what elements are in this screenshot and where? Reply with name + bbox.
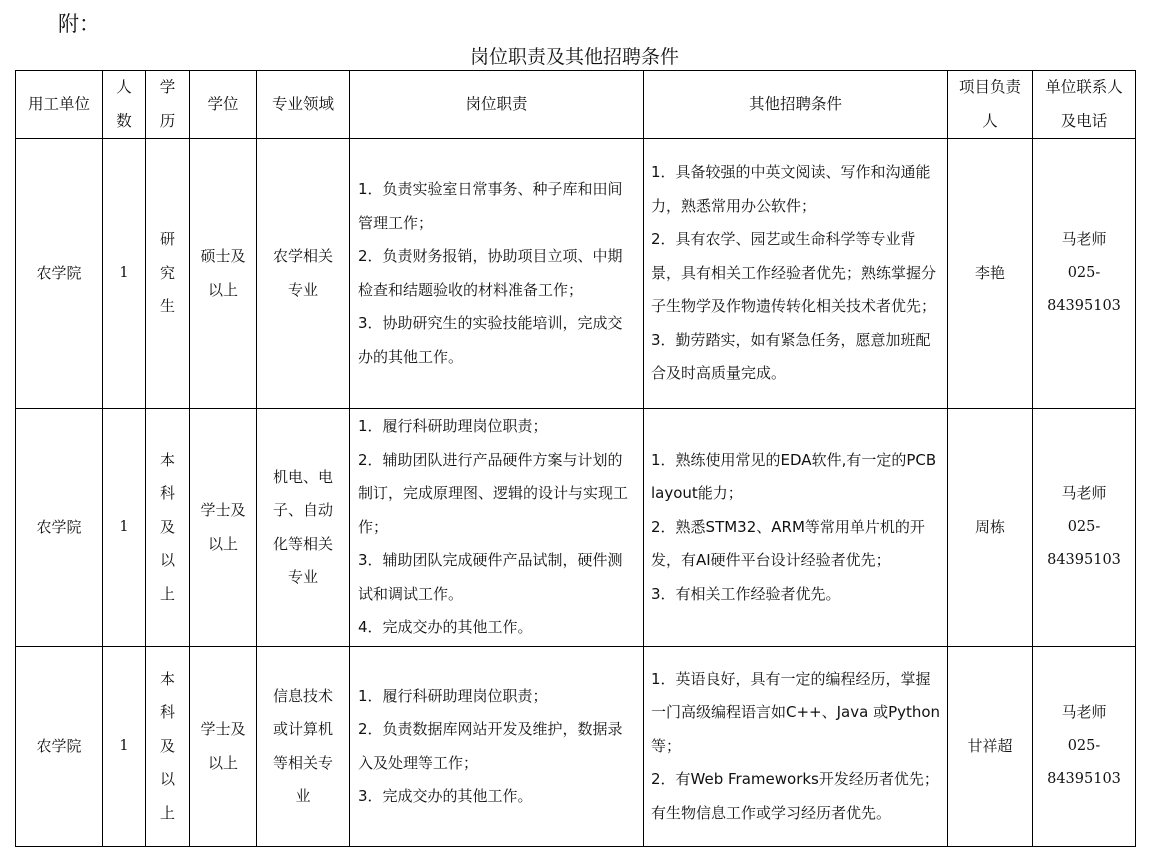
cell-field: 机电、电子、自动化等相关专业 <box>257 409 350 647</box>
cell-unit: 农学院 <box>16 139 103 409</box>
header-count: 人数 <box>103 71 146 139</box>
contact-area-code: 025- <box>1067 518 1101 535</box>
duty-item: 2．负责财务报销，协助项目立项、中期检查和结题验收的材料准备工作； <box>358 247 623 299</box>
header-degree: 学位 <box>190 71 257 139</box>
requirement-item: 3．勤劳踏实，如有紧急任务，愿意加班配合及时高质量完成。 <box>651 330 931 383</box>
document-title: 岗位职责及其他招聘条件 <box>469 46 679 68</box>
duty-item: 1．履行科研助理岗位职责； <box>358 686 548 705</box>
cell-count: 1 <box>103 647 146 847</box>
cell-unit: 农学院 <box>16 409 103 647</box>
cell-education: 研究生 <box>146 139 190 409</box>
cell-field: 农学相关专业 <box>257 139 350 409</box>
cell-pi: 周栋 <box>948 409 1033 647</box>
header-pi: 项目负责人 <box>948 71 1033 139</box>
contact-phone: 84395103 <box>1047 298 1121 315</box>
cell-contact <box>1033 409 1136 647</box>
table-row <box>16 647 1136 847</box>
table-row <box>16 139 1136 409</box>
duty-item: 3．辅助团队完成硬件产品试制，硬件测试和调试工作。 <box>358 551 623 603</box>
requirement-item: 2．熟悉STM32、ARM等常用单片机的开发，有AI硬件平台设计经验者优先； <box>651 517 925 570</box>
requirement-item: 2．具有农学、园艺或生命科学等专业背景，具有相关工作经验者优先；熟练掌握分子生物学及作物遗传转化相关技术者优先； <box>651 230 937 316</box>
contact-name: 马老师 <box>1061 484 1107 503</box>
requirement-item: 2．有Web Frameworks开发经历者优先；有生物信息工作或学习经历者优先。 <box>651 770 939 822</box>
cell-education: 本科及以上 <box>146 647 190 847</box>
contact-name: 马老师 <box>1061 230 1107 249</box>
contact-name: 马老师 <box>1061 703 1107 722</box>
duty-item: 2．负责数据库网站开发及维护，数据录入及处理等工作； <box>358 720 623 772</box>
duty-item: 3．完成交办的其他工作。 <box>358 787 533 805</box>
cell-unit: 农学院 <box>16 647 103 847</box>
cell-requirements <box>644 139 948 409</box>
header-row <box>16 71 1136 139</box>
header-requirements: 其他招聘条件 <box>644 71 948 139</box>
cell-degree: 硕士及以上 <box>190 139 257 409</box>
cell-requirements <box>644 409 948 647</box>
contact-phone: 84395103 <box>1047 552 1121 569</box>
cell-requirements <box>644 647 948 847</box>
requirement-item: 1．英语良好，具有一定的编程经历，掌握一门高级编程语言如C++、Java 或Python等； <box>651 669 941 755</box>
header-education: 学历 <box>146 71 190 139</box>
cell-duties <box>350 409 644 647</box>
header-contact: 单位联系人及电话 <box>1033 71 1136 139</box>
header-duties: 岗位职责 <box>350 71 644 139</box>
requirement-item: 1．具备较强的中英文阅读、写作和沟通能力，熟悉常用办公软件； <box>651 163 931 215</box>
cell-education: 本科及以上 <box>146 409 190 647</box>
contact-area-code: 025- <box>1067 737 1101 754</box>
cell-duties <box>350 647 644 847</box>
recruitment-table <box>15 70 1136 847</box>
cell-degree: 学士及以上 <box>190 647 257 847</box>
contact-phone: 84395103 <box>1047 771 1121 788</box>
requirement-item: 1．熟练使用常见的EDA软件,有一定的PCB layout能力； <box>651 450 937 503</box>
cell-count: 1 <box>103 409 146 647</box>
cell-duties <box>350 139 644 409</box>
duty-item: 3．协助研究生的实验技能培训，完成交办的其他工作。 <box>358 314 623 366</box>
cell-degree: 学士及以上 <box>190 409 257 647</box>
cell-field: 信息技术或计算机等相关专业 <box>257 647 350 847</box>
cell-count: 1 <box>103 139 146 409</box>
attachment-label: 附： <box>58 12 100 36</box>
cell-pi: 李艳 <box>948 139 1033 409</box>
duty-item: 1．履行科研助理岗位职责； <box>358 417 548 436</box>
cell-contact <box>1033 647 1136 847</box>
contact-area-code: 025- <box>1067 264 1101 281</box>
cell-pi: 甘祥超 <box>948 647 1033 847</box>
header-field: 专业领域 <box>257 71 350 139</box>
table-row <box>16 409 1136 647</box>
duty-item: 1．负责实验室日常事务、种子库和田间管理工作； <box>358 180 623 232</box>
cell-contact <box>1033 139 1136 409</box>
requirement-item: 3．有相关工作经验者优先。 <box>651 584 841 603</box>
duty-item: 4．完成交办的其他工作。 <box>358 618 533 637</box>
header-unit: 用工单位 <box>16 71 103 139</box>
duty-item: 2．辅助团队进行产品硬件方案与计划的制订，完成原理图、逻辑的设计与实现工作； <box>358 450 629 536</box>
